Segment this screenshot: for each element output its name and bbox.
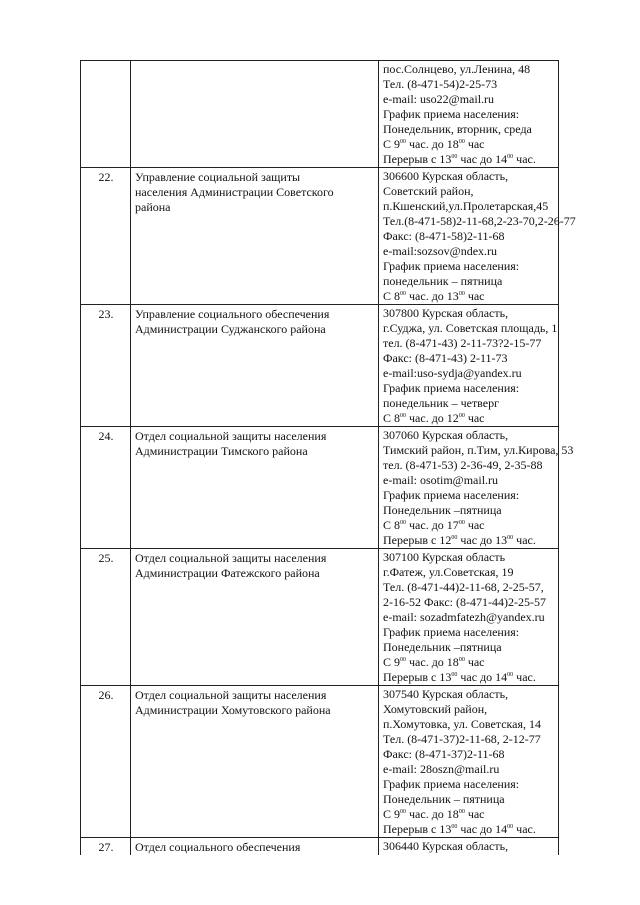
contact-line: 307800 Курская область, — [383, 306, 509, 320]
minutes-superscript: 00 — [458, 520, 465, 526]
table-body — [81, 61, 576, 856]
contact-line: 307060 Курская область, — [383, 428, 509, 442]
schedule-hours-line — [383, 822, 555, 837]
contact-line: График приема населения: — [383, 777, 520, 791]
row-number: 26. — [81, 686, 131, 838]
minutes-superscript: 00 — [458, 657, 465, 663]
minutes-superscript: 00 — [400, 139, 407, 145]
contact-line: Тел. (8-471-37)2-11-68, 2-12-77 — [383, 732, 541, 746]
contact-line: Понедельник – пятница — [383, 792, 505, 806]
organization-name: Отдел социальной защиты населения Администрации Фатежского района — [131, 549, 379, 686]
contact-line: 306600 Курская область, — [383, 169, 509, 183]
contact-line: e-mail:uso-sydja@yandex.ru — [383, 366, 522, 380]
schedule-hours-line — [383, 152, 555, 167]
contact-line: e-mail: 28oszn@mail.ru — [383, 762, 500, 776]
row-number: 25. — [81, 549, 131, 686]
contact-line: e-mail: sozadmfatezh@yandex.ru — [383, 610, 545, 624]
contact-line: Тимский район, п.Тим, ул.Кирова, 53 — [383, 443, 574, 457]
schedule-hours-line — [383, 670, 555, 685]
contact-line: п.Хомутовка, ул. Советская, 14 — [383, 717, 542, 731]
schedule-hours-line — [383, 807, 555, 822]
hours-text: час — [464, 289, 485, 303]
contact-line: Факс: (8-471-43) 2-11-73 — [383, 351, 508, 365]
minutes-superscript: 00 — [458, 139, 465, 145]
row-number: 24. — [81, 427, 131, 549]
hours-text: час до 14 — [457, 822, 508, 836]
hours-text: Перерыв с 13 — [383, 152, 452, 166]
hours-text: С 8 — [383, 518, 401, 532]
contact-line: пос.Солнцево, ул.Ленина, 48 — [383, 62, 531, 76]
minutes-superscript: 00 — [400, 291, 407, 297]
hours-text: час до 13 — [457, 533, 508, 547]
agencies-table — [80, 60, 576, 855]
table-row — [81, 168, 559, 305]
schedule-hours-line — [383, 655, 555, 670]
contact-info — [379, 686, 559, 838]
table-row — [81, 549, 559, 686]
table-row — [81, 838, 559, 856]
minutes-superscript: 00 — [400, 809, 407, 815]
contact-info — [379, 61, 559, 168]
minutes-superscript: 00 — [451, 154, 458, 160]
minutes-superscript: 00 — [451, 672, 458, 678]
hours-text: час до 14 — [457, 152, 508, 166]
hours-text: час — [464, 411, 485, 425]
minutes-superscript: 00 — [451, 824, 458, 830]
minutes-superscript: 00 — [458, 809, 465, 815]
row-number — [81, 61, 131, 168]
contact-line: Тел. (8-471-54)2-25-73 — [383, 77, 498, 91]
contact-line: г.Суджа, ул. Советская площадь, 1 — [383, 321, 558, 335]
schedule-hours-line — [383, 289, 555, 304]
hours-text: С 9 — [383, 655, 401, 669]
minutes-superscript: 00 — [458, 291, 465, 297]
contact-line: e-mail:sozsov@ndex.ru — [383, 244, 498, 258]
hours-text: С 9 — [383, 137, 401, 151]
contact-info — [379, 838, 559, 856]
organization-name: Управление социальной защиты населения Администрации Советского района — [131, 168, 379, 305]
hours-text: С 9 — [383, 807, 401, 821]
contact-info — [379, 168, 576, 305]
contact-line: п.Кшенский,ул.Пролетарская,45 — [383, 199, 549, 213]
hours-text: час. до 12 — [406, 411, 459, 425]
organization-name: Отдел социальной защиты населения Администрации Тимского района — [131, 427, 379, 549]
schedule-hours-line — [383, 533, 555, 548]
minutes-superscript: 00 — [400, 657, 407, 663]
minutes-superscript: 00 — [507, 154, 514, 160]
contact-line: Понедельник –пятница — [383, 640, 502, 654]
minutes-superscript: 00 — [400, 520, 407, 526]
minutes-superscript: 00 — [507, 824, 514, 830]
minutes-superscript: 00 — [507, 535, 514, 541]
hours-text: Перерыв с 12 — [383, 533, 452, 547]
contact-line: e-mail: uso22@mail.ru — [383, 92, 495, 106]
contact-line: г.Фатеж, ул.Советская, 19 — [383, 565, 514, 579]
contact-line: График приема населения: — [383, 625, 520, 639]
hours-text: С 8 — [383, 289, 401, 303]
hours-text: час. — [513, 152, 536, 166]
organization-name: Отдел социальной защиты населения Администрации Хомутовского района — [131, 686, 379, 838]
row-number: 22. — [81, 168, 131, 305]
hours-text: час. до 18 — [406, 807, 459, 821]
contact-line: График приема населения: — [383, 259, 520, 273]
contact-line: 2-16-52 Факс: (8-471-44)2-25-57 — [383, 595, 546, 609]
table-row — [81, 305, 559, 427]
contact-line: 307540 Курская область, — [383, 687, 509, 701]
contact-line: понедельник – пятница — [383, 274, 503, 288]
contact-line: понедельник – четверг — [383, 396, 500, 410]
contact-info — [379, 549, 559, 686]
organization-name — [131, 61, 379, 168]
organization-name: Отдел социального обеспечения — [131, 838, 379, 856]
contact-line: 306440 Курская область, — [383, 839, 509, 853]
contact-line: График приема населения: — [383, 488, 520, 502]
contact-line: 307100 Курская область — [383, 550, 506, 564]
contact-line: Тел.(8-471-58)2-11-68,2-23-70,2-26-77 — [383, 214, 576, 228]
hours-text: час. — [513, 822, 536, 836]
hours-text: час — [464, 807, 485, 821]
contact-info — [379, 305, 559, 427]
hours-text: Перерыв с 13 — [383, 670, 452, 684]
hours-text: час — [464, 137, 485, 151]
table-row — [81, 61, 559, 168]
contact-line: Понедельник, вторник, среда — [383, 122, 532, 136]
hours-text: час. до 17 — [406, 518, 459, 532]
contact-line: тел. (8-471-53) 2-36-49, 2-35-88 — [383, 458, 543, 472]
hours-text: час — [464, 655, 485, 669]
schedule-hours-line — [383, 518, 555, 533]
row-number: 27. — [81, 838, 131, 856]
table-row — [81, 427, 559, 549]
contact-line: Хомутовский район, — [383, 702, 488, 716]
hours-text: час. до 13 — [406, 289, 459, 303]
row-number: 23. — [81, 305, 131, 427]
contact-line: Понедельник –пятница — [383, 503, 502, 517]
hours-text: час. до 18 — [406, 137, 459, 151]
hours-text: час. — [513, 670, 536, 684]
schedule-hours-line — [383, 137, 555, 152]
minutes-superscript: 00 — [458, 413, 465, 419]
hours-text: час — [464, 518, 485, 532]
contact-line: График приема населения: — [383, 107, 520, 121]
contact-line: Факс: (8-471-58)2-11-68 — [383, 229, 505, 243]
contact-line: Советский район, — [383, 184, 474, 198]
schedule-hours-line — [383, 411, 555, 426]
contact-line: Факс: (8-471-37)2-11-68 — [383, 747, 505, 761]
hours-text: С 8 — [383, 411, 401, 425]
contact-info — [379, 427, 574, 549]
minutes-superscript: 00 — [400, 413, 407, 419]
contact-line: Тел. (8-471-44)2-11-68, 2-25-57, — [383, 580, 544, 594]
contact-line: тел. (8-471-43) 2-11-73?2-15-77 — [383, 336, 542, 350]
minutes-superscript: 00 — [507, 672, 514, 678]
contact-line: e-mail: osotim@mail.ru — [383, 473, 499, 487]
hours-text: час. до 18 — [406, 655, 459, 669]
contact-line: График приема населения: — [383, 381, 520, 395]
hours-text: Перерыв с 13 — [383, 822, 452, 836]
minutes-superscript: 00 — [451, 535, 458, 541]
hours-text: час. — [513, 533, 536, 547]
organization-name: Управление социального обеспечения Администрации Суджанского района — [131, 305, 379, 427]
table-row — [81, 686, 559, 838]
hours-text: час до 14 — [457, 670, 508, 684]
